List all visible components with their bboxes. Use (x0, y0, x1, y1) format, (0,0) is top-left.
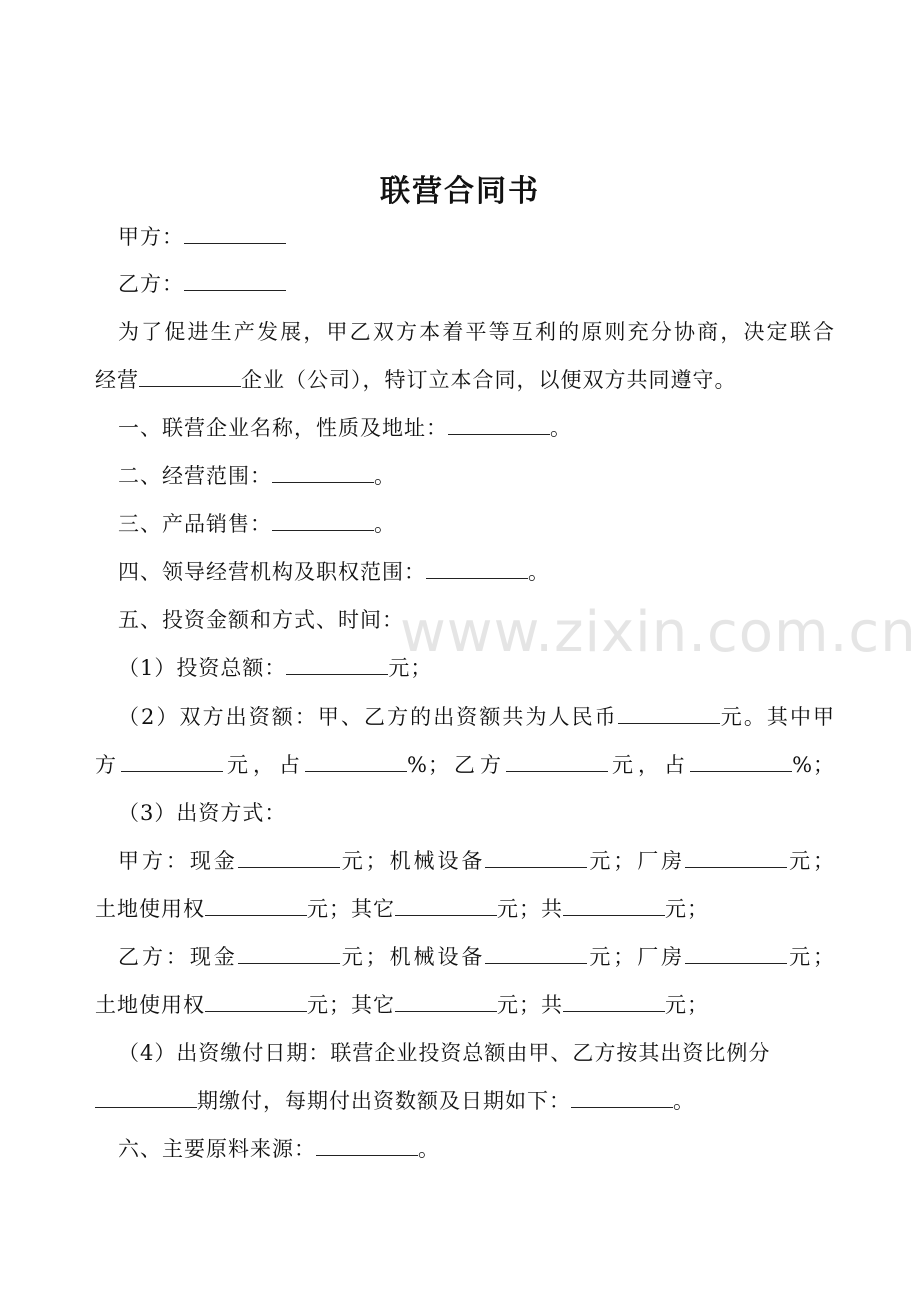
item-text: 元；共 (497, 897, 563, 921)
section-2-label: 二、经营范围： (118, 464, 272, 488)
item-text: %； (792, 753, 836, 777)
party-a-contribution-cont (95, 894, 835, 924)
a-total-blank (563, 895, 665, 916)
section-4-label: 四、领导经营机构及职权范围： (118, 560, 426, 584)
party-b-contribution-cont (95, 990, 835, 1020)
item-text: 甲方：现金 (118, 849, 238, 873)
item-text: 元； (787, 945, 836, 969)
period: 。 (374, 512, 396, 536)
section-5-2-cont (95, 750, 835, 780)
item-label: （1）投资总额： (118, 656, 287, 680)
intro-line-2 (95, 365, 835, 395)
section-5-1 (118, 653, 858, 683)
business-blank (139, 366, 241, 387)
section-1-blank (448, 414, 550, 435)
section-5-4: （4）出资缴付日期：联营企业投资总额由甲、乙方按其出资比例分 (118, 1041, 771, 1065)
item-text: 方 (95, 753, 122, 777)
item-text: 土地使用权 (95, 897, 205, 921)
section-1 (118, 413, 858, 443)
section-5-4-cont (95, 1086, 835, 1116)
party-a-contribution (118, 846, 835, 876)
party-b-label: 乙方： (118, 272, 184, 296)
period: 。 (550, 416, 572, 440)
item-text: 土地使用权 (95, 993, 205, 1017)
unit: 元； (388, 656, 433, 680)
item-text: 元；机械设备 (339, 945, 486, 969)
item-text: 乙方：现金 (118, 945, 238, 969)
party-b-blank (184, 270, 286, 291)
section-6-label: 六、主要原料来源： (118, 1137, 316, 1161)
a-plant-blank (685, 847, 787, 868)
section-3-blank (272, 510, 374, 531)
section-6 (118, 1134, 858, 1164)
period: 。 (528, 560, 550, 584)
b-percent-blank (690, 751, 792, 772)
b-amount-blank (506, 751, 608, 772)
b-cash-blank (238, 943, 340, 964)
section-5-3: （3）出资方式： (118, 801, 287, 825)
item-text: 元；其它 (307, 993, 395, 1017)
section-5-2 (118, 702, 835, 732)
item-text: 元；共 (497, 993, 563, 1017)
item-text: %；乙方 (407, 753, 507, 777)
watermark: www.zixin.com.cn (400, 600, 917, 665)
b-machine-blank (485, 943, 587, 964)
installments-blank (95, 1087, 197, 1108)
item-label: （2）双方出资额：甲、乙方的出资额共为人民币 (118, 705, 618, 729)
item-text: 元； (665, 897, 709, 921)
b-total-blank (563, 991, 665, 1012)
item-text: 元； (787, 849, 836, 873)
section-4 (118, 557, 858, 587)
b-land-blank (205, 991, 307, 1012)
item-text: 期缴付，每期付出资数额及日期如下： (197, 1089, 571, 1113)
item-text: 元。其中甲 (719, 705, 836, 729)
intro-text: 经营 (95, 368, 139, 392)
period: 。 (374, 464, 396, 488)
section-1-label: 一、联营企业名称，性质及地址： (118, 416, 448, 440)
total-blank (286, 654, 388, 675)
a-amount-blank (121, 751, 223, 772)
item-text: 元；其它 (307, 897, 395, 921)
item-text: 元；机械设备 (339, 849, 486, 873)
document-title: 联营合同书 (380, 174, 540, 209)
a-machine-blank (485, 847, 587, 868)
section-5: 五、投资金额和方式、时间： (118, 608, 404, 632)
b-other-blank (395, 991, 497, 1012)
section-4-blank (426, 558, 528, 579)
intro-text: 企业（公司），特订立本合同，以便双方共同遵守。 (241, 368, 737, 392)
intro-line-1: 为了促进生产发展，甲乙双方本着平等互利的原则充分协商，决定联合 (118, 320, 835, 344)
item-text: 元； (665, 993, 709, 1017)
a-percent-blank (305, 751, 407, 772)
section-3 (118, 509, 858, 539)
section-2 (118, 461, 858, 491)
capital-blank (618, 703, 720, 724)
party-b-contribution (118, 942, 835, 972)
b-plant-blank (685, 943, 787, 964)
item-text: 元，占 (223, 753, 306, 777)
a-other-blank (395, 895, 497, 916)
section-3-label: 三、产品销售： (118, 512, 272, 536)
party-a-blank (184, 223, 286, 244)
period: 。 (673, 1089, 695, 1113)
party-a-label: 甲方： (118, 225, 184, 249)
party-b-line (118, 269, 858, 299)
item-text: 元；厂房 (587, 849, 686, 873)
item-text: 元，占 (608, 753, 691, 777)
a-land-blank (205, 895, 307, 916)
period: 。 (418, 1137, 440, 1161)
schedule-blank (571, 1087, 673, 1108)
item-text: 元；厂房 (587, 945, 686, 969)
party-a-line (118, 222, 858, 252)
section-2-blank (272, 462, 374, 483)
section-6-blank (316, 1135, 418, 1156)
a-cash-blank (238, 847, 340, 868)
